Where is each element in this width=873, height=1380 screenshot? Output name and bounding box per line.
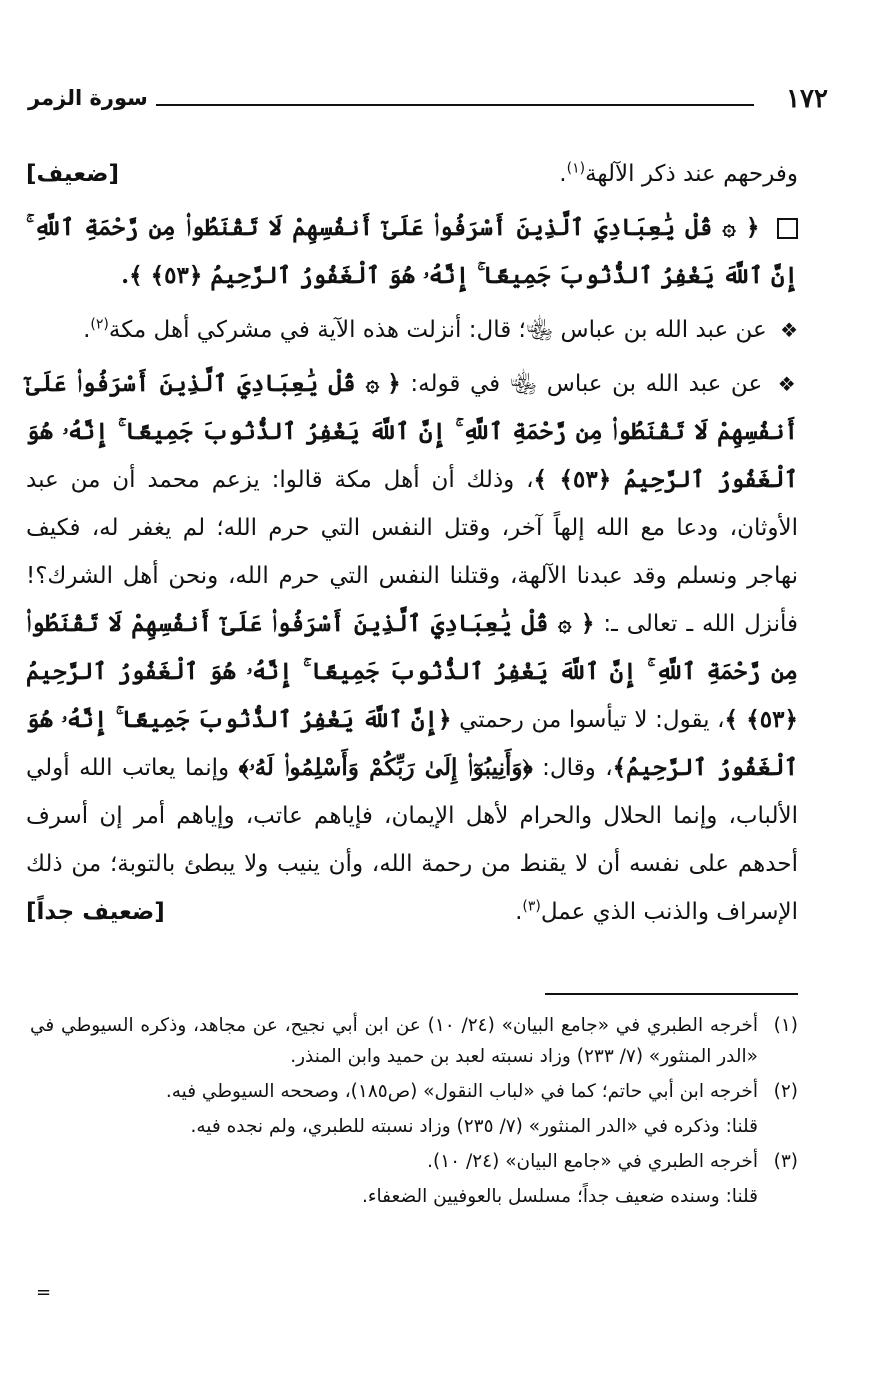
grade-label: [ضعيف جداً] (26, 899, 165, 925)
hadith-text: عن عبد الله بن عباس ﵄؛ قال: أنزلت هذه الآية في مشركي أهل مكة (108, 317, 767, 343)
hadith-text: وإنما يعاتب الله أولي الألباب، وإنما الحلال والحرام لأهل الإيمان، فإياهم عاتب، وإياهم أمر إن أسرف أحدهم على نفسه أن لا يقنط من رحمة الله، وأن ينيب ولا يبطئ بالتوبة؛ من ذلك الإسراف والذنب الذي عمل (26, 755, 798, 925)
footnote-number: (٢) (773, 1081, 798, 1102)
paragraph-text: وفرحهم عند ذكر الآلهة (585, 161, 798, 187)
footnotes (30, 1010, 798, 1216)
footnote-note: قلنا: وذكره في «الدر المنثور» (٧/ ٢٣٥) وزاد نسبته للطبري، ولم نجده فيه. (190, 1116, 758, 1137)
header-rule (156, 104, 754, 106)
hadith-text: عن عبد الله بن عباس ﵄ في قوله: (410, 371, 763, 397)
footnote-1 (30, 1010, 798, 1072)
punctuation: . (83, 317, 91, 343)
four-petal-bullet-icon: ❖ (777, 372, 799, 396)
verse-heading (26, 204, 798, 300)
footnote-ref[interactable]: (٣) (522, 898, 541, 915)
continuation-marker: = (36, 1282, 52, 1303)
surah-title: سورة الزمر (28, 86, 148, 110)
punctuation: . (515, 899, 523, 925)
footnote-3 (30, 1146, 798, 1177)
hadith-text: ، وذلك أن أهل مكة قالوا: يزعم محمد أن من عبد الأوثان، ودعا مع الله إلهاً آخر، وقتل النفس التي حرم الله؛ لم يغفر له، فكيف نهاجر ونسلم وقد عبدنا الآلهة، وقتلنا النفس التي حرم الله، ونحن أهل الشرك؟! فأنزل الله ـ تعالى ـ: (26, 467, 798, 637)
footnote-ref[interactable]: (٢) (90, 316, 109, 333)
main-text (26, 150, 798, 942)
punctuation: . (559, 161, 567, 187)
footnote-note: قلنا: وسنده ضعيف جداً؛ مسلسل بالعوفيين الضعفاء. (361, 1186, 758, 1207)
hadith-text: ، يقول: لا تيأسوا من رحمتي (459, 707, 725, 733)
footnote-text: أخرجه الطبري في «جامع البيان» (٢٤/ ١٠). (427, 1151, 758, 1172)
hadith-text: ، وقال: (542, 755, 613, 781)
footnote-ref[interactable]: (١) (566, 160, 586, 177)
footnote-number: (٣) (773, 1151, 798, 1172)
footnote-rule (545, 993, 798, 995)
grade-label: [ضعيف] (26, 161, 120, 187)
four-petal-bullet-icon: ❖ (780, 318, 798, 342)
quran-verse: ﴿إِنَّ ٱللَّهَ يَغْفِرُ ٱلذُّنُوبَ جَمِيعًا ۚ إِنَّهُۥ هُوَ ٱلْغَفُورُ ٱلرَّحِيمُ﴾ (26, 706, 798, 781)
hadith-1 (26, 306, 798, 354)
hadith-2 (26, 360, 798, 936)
page-number: ١٧٢ (786, 84, 828, 114)
running-header (28, 84, 828, 124)
paragraph-continuation (26, 150, 798, 198)
quran-verse: ﴿ ۞ قُلْ يَٰعِبَادِيَ ٱلَّذِينَ أَسْرَفُوا۟ عَلَىٰٓ أَنفُسِهِمْ لَا تَقْنَطُوا۟ مِن رَّحْمَةِ ٱللَّهِ ۚ إِنَّ ٱللَّهَ يَغْفِرُ ٱلذُّنُوبَ جَمِيعًا ۚ إِنَّهُۥ هُوَ ٱلْغَفُورُ ٱلرَّحِيمُ ﴿٥٣﴾ ﴾ (26, 610, 798, 733)
footnote-text: أخرجه الطبري في «جامع البيان» (٢٤/ ١٠) عن ابن أبي نجيح، عن مجاهد، وذكره السيوطي في «الدر المنثور» (٧/ ٢٣٣) وزاد نسبته لعبد بن حميد وابن المنذر. (30, 1015, 759, 1067)
quran-verse: ﴿وَأَنِيبُوٓا۟ إِلَىٰ رَبِّكُمْ وَأَسْلِمُوا۟ لَهُۥ﴾ (238, 754, 533, 781)
quran-verse: ﴿ ۞ قُلْ يَٰعِبَادِيَ ٱلَّذِينَ أَسْرَفُوا۟ عَلَىٰٓ أَنفُسِهِمْ لَا تَقْنَطُوا۟ مِن رَّحْمَةِ ٱللَّهِ ۚ إِنَّ ٱللَّهَ يَغْفِرُ ٱلذُّنُوبَ جَمِيعًا ۚ إِنَّهُۥ هُوَ ٱلْغَفُورُ ٱلرَّحِيمُ ﴿٥٣﴾ ﴾ (26, 370, 798, 493)
footnote-2 (30, 1076, 798, 1107)
footnote-text: أخرجه ابن أبي حاتم؛ كما في «لباب النقول» (ص١٨٥)، وصححه السيوطي فيه. (165, 1081, 758, 1102)
footnote-number: (١) (773, 1015, 798, 1036)
quran-verse: ﴿ ۞ قُلْ يَٰعِبَادِيَ ٱلَّذِينَ أَسْرَفُوا۟ عَلَىٰٓ أَنفُسِهِمْ لَا تَقْنَطُوا۟ مِن رَّحْمَةِ ٱللَّهِ ۚ إِنَّ ٱللَّهَ يَغْفِرُ ٱلذُّنُوبَ جَمِيعًا ۚ إِنَّهُۥ هُوَ ٱلْغَفُورُ ٱلرَّحِيمُ ﴿٥٣﴾ ﴾. (26, 214, 798, 289)
square-bullet-icon (777, 218, 798, 239)
